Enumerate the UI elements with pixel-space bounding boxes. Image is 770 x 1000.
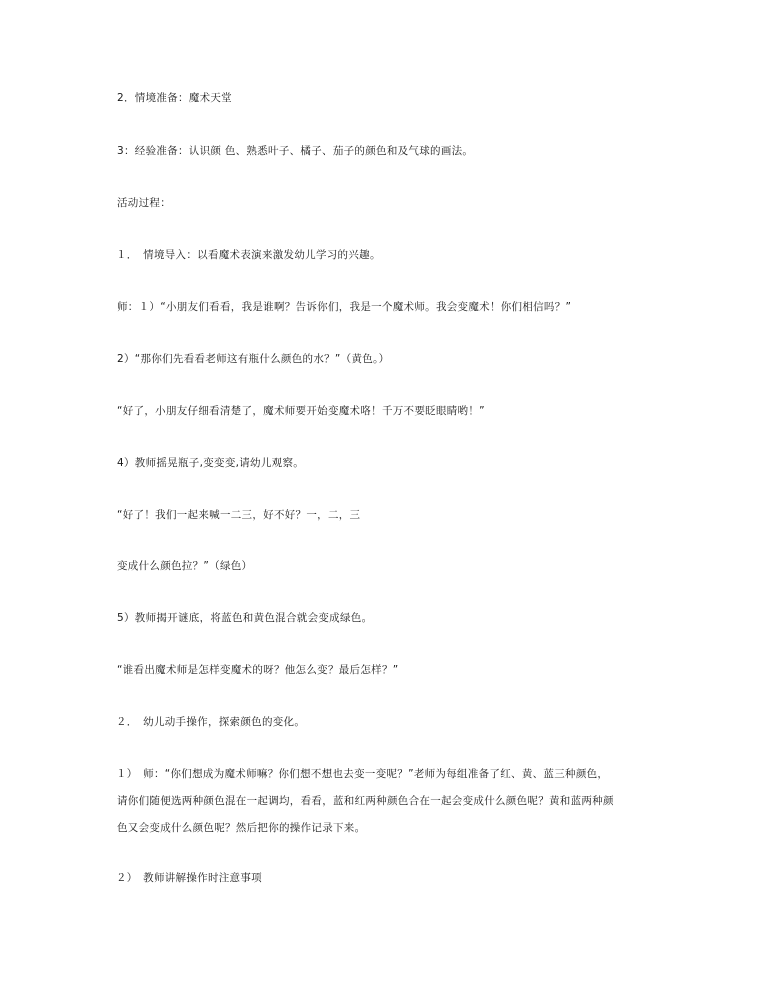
text-line-teacher-count: “好了！我们一起来喊一二三，好不好？一，二，三 bbox=[117, 509, 361, 521]
text-line-teacher-5: 5）教师揭开谜底，将蓝色和黄色混合就会变成绿色。 bbox=[117, 612, 373, 624]
text-line-step-1-intro: １． 情境导入：以看魔术表演来激发幼儿学习的兴趣。 bbox=[116, 249, 381, 261]
text-line-step-2-explore: ２． 幼儿动手操作，探索颜色的变化。 bbox=[116, 716, 306, 728]
text-line-step-2-item-1b: 请你们随便选两种颜色混在一起调均，看看，蓝和红两种颜色合在一起会变成什么颜色呢？黄和蓝两种颜 bbox=[117, 795, 614, 807]
text-line-activity-process: 活动过程： bbox=[117, 197, 171, 209]
text-line-situation-prep: 2．情境准备：魔术天堂 bbox=[117, 92, 232, 104]
text-line-teacher-3: “好了，小朋友仔细看清楚了，魔术师要开始变魔术咯！千万不要眨眼睛哟！” bbox=[117, 405, 485, 417]
text-line-step-2-item-1c: 色又会变成什么颜色呢？然后把你的操作记录下来。 bbox=[117, 822, 366, 834]
text-line-experience-prep: 3：经验准备：认识颜 色、熟悉叶子、橘子、茄子的颜色和及气球的画法。 bbox=[117, 145, 474, 157]
text-line-color-question: 变成什么颜色拉？”（绿色） bbox=[117, 560, 253, 572]
text-line-teacher-4: 4）教师摇晃瓶子,变变变,请幼儿观察。 bbox=[117, 457, 305, 469]
text-line-teacher-2: 2）“那你们先看看老师这有瓶什么颜色的水？”（黄色。） bbox=[117, 353, 390, 365]
text-line-teacher-1: 师：１）“小朋友们看看，我是谁啊？告诉你们，我是一个魔术师。我会变魔术！你们相信吗？” bbox=[117, 301, 572, 313]
text-line-who-saw: “谁看出魔术师是怎样变魔术的呀？他怎么变？最后怎样？” bbox=[117, 664, 399, 676]
text-line-step-2-item-2: ２） 教师讲解操作时注意事项 bbox=[116, 872, 262, 884]
text-line-step-2-item-1a: １） 师：“你们想成为魔术师嘛？你们想不想也去变一变呢？”老师为每组准备了红、黄、蓝三种颜色， bbox=[116, 768, 609, 780]
